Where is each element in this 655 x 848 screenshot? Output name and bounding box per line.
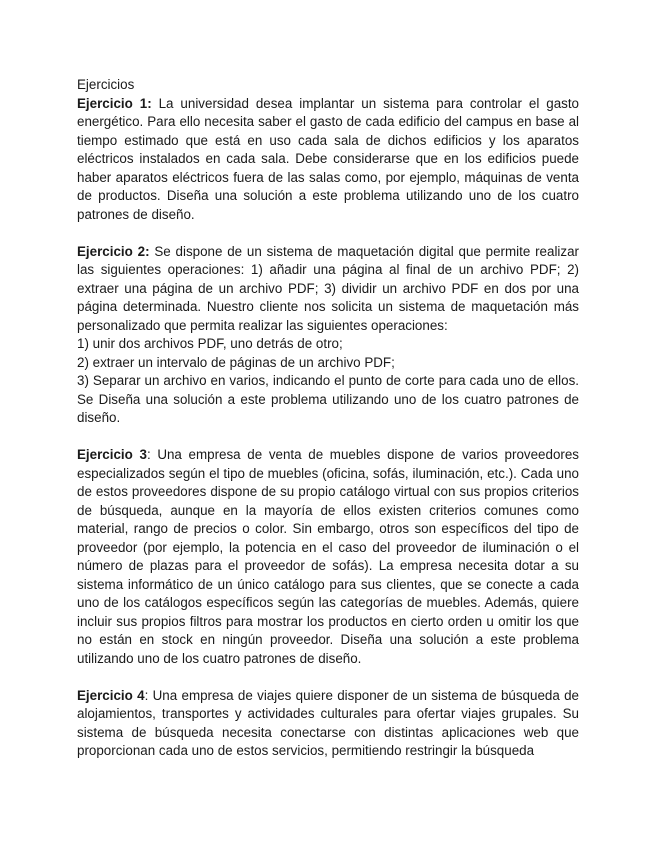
exercise-2-text: Se dispone de un sistema de maquetación digital que permite realizar las siguientes operaciones: 1) añadir una página al final de un archivo PDF; 2) extraer una página de un archivo PDF; 3) dividir un archivo PDF en dos por una página determinada. Nuestro cliente nos solicita un sistema de maquetación más personalizado que permita realizar las siguientes operaciones: xyxy=(77,243,579,333)
exercise-2-item-2: 2) extraer un intervalo de páginas de un archivo PDF; xyxy=(77,354,395,370)
exercise-2 xyxy=(77,243,579,428)
exercise-2-intro xyxy=(77,243,579,336)
exercise-3-label: Ejercicio 3 xyxy=(77,447,147,462)
document-page xyxy=(77,76,579,779)
exercise-2-label: Ejercicio 2: xyxy=(77,243,150,259)
page-heading: Ejercicios xyxy=(77,77,135,92)
exercise-4 xyxy=(77,687,579,761)
exercise-3 xyxy=(77,446,579,668)
exercise-1-text: La universidad desea implantar un sistema para controlar el gasto energético. Para ello necesita saber el gasto de cada edificio del campus en base al tiempo estimado que está en uso cada sala de dichos edificios y los aparatos eléctricos instalados en cada sala. Debe considerarse que en los edificios puede haber aparatos eléctricos fuera de las salas como, por ejemplo, máquinas de venta de productos. Diseña una solución a este problema utilizando uno de los cuatro patrones de diseño. xyxy=(77,95,580,222)
exercise-2-item-1: 1) unir dos archivos PDF, uno detrás de otro; xyxy=(77,336,343,351)
exercise-4-text: : Una empresa de viajes quiere disponer de un sistema de búsqueda de alojamientos, transportes y actividades culturales para ofertar viajes grupales. Su sistema de búsqueda necesita conectarse con distintas aplicaciones web que proporcionan cada uno de estos servicios, permitiendo restringir la búsqueda xyxy=(77,687,579,758)
exercise-1-label: Ejercicio 1: xyxy=(77,95,152,111)
exercise-4-label: Ejercicio 4 xyxy=(77,687,145,703)
exercise-1 xyxy=(77,95,579,225)
exercise-3-text: : Una empresa de venta de muebles dispone de varios proveedores especializados según el tipo de muebles (oficina, sofás, iluminación, etc.). Cada uno de estos proveedores dispone de su propio catálogo virtual con sus propios criterios de búsqueda, aunque en la mayoría de ellos existen criterios comunes como material, rango de precios o color. Sin embargo, otros son específicos del tipo de proveedor (por ejemplo, la potencia en el caso del proveedor de iluminación o el número de plazas para el proveedor de sofás). La empresa necesita dotar a su sistema informático de un único catálogo para sus clientes, que se conecte a cada uno de los catálogos específicos según las categorías de muebles. Además, quiere incluir sus propios filtros para mostrar los productos en cierto orden u omitir los que no están en stock en ningún proveedor. Diseña una solución a este problema utilizando uno de los cuatro patrones de diseño. xyxy=(77,447,579,666)
exercise-2-item-3: 3) Separar un archivo en varios, indicando el punto de corte para cada uno de ellos. Se Diseña una solución a este problema utilizando uno de los cuatro patrones de diseño. xyxy=(77,373,579,425)
